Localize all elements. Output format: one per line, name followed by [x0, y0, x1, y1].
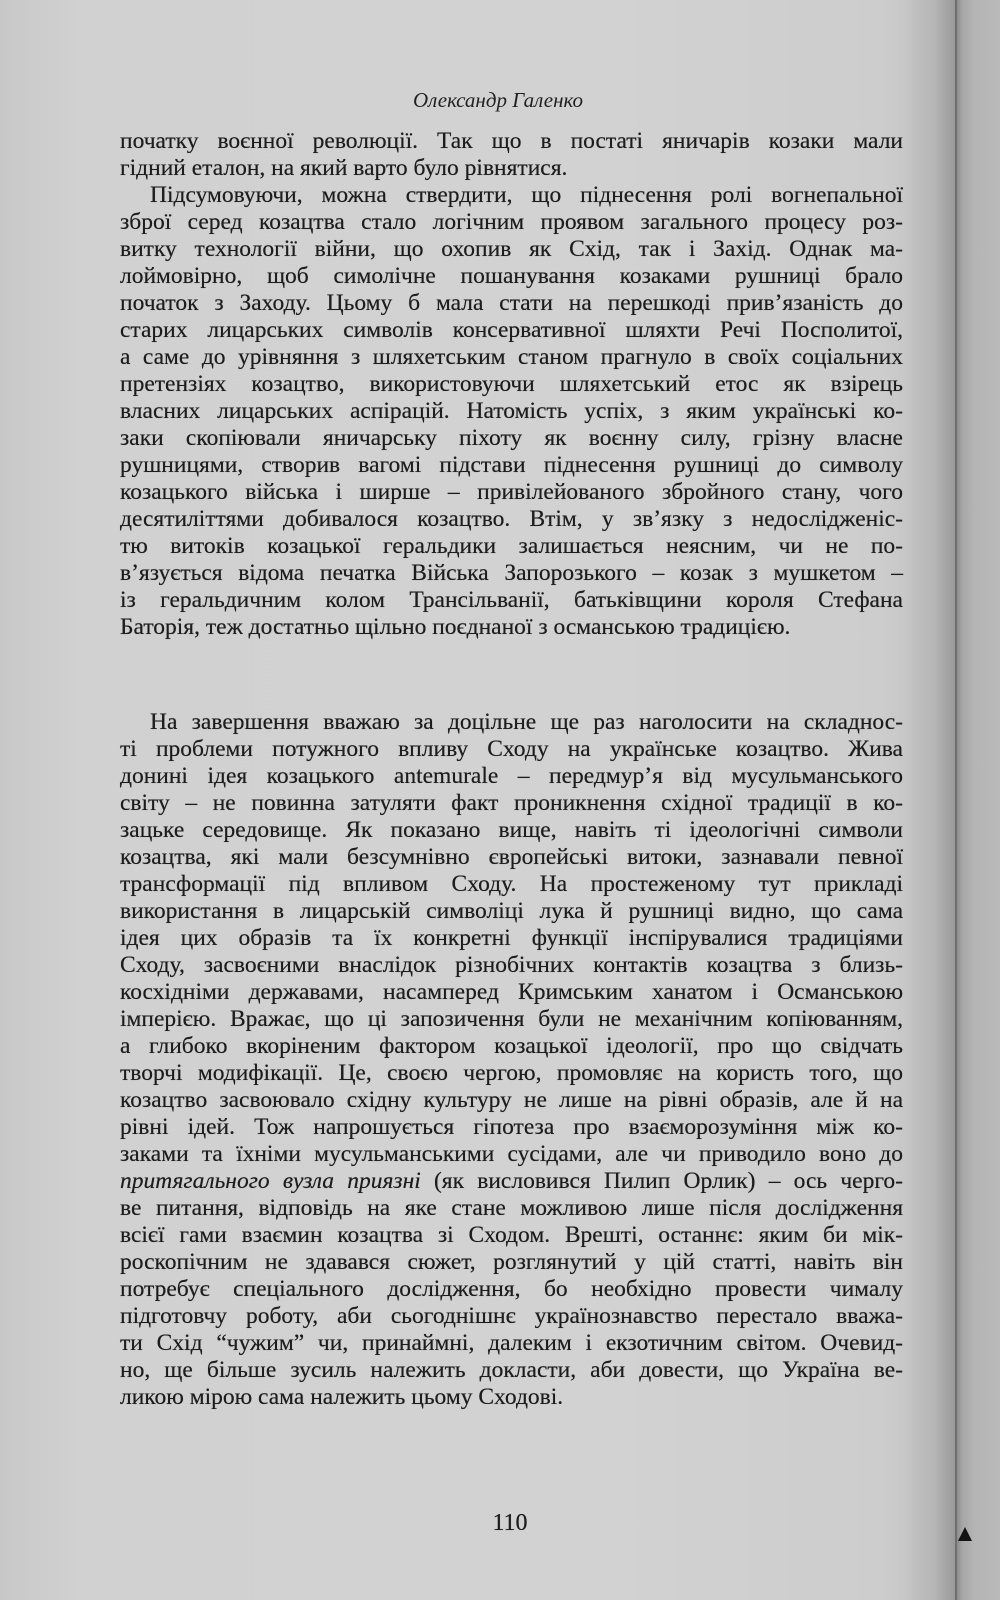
text-line: ти Схід “чужим” чи, принаймні, далеким і екзотичним світом. Очевид-: [120, 1330, 903, 1356]
text-line: а саме до урівняння з шляхетським станом прагнуло в своїх соціальних: [120, 344, 903, 370]
text-line: підготовчу роботу, аби сьогоднішнє українознавство перестало вважа-: [120, 1303, 903, 1329]
text-line: козацтво засвоювало східну культуру не лише на рівні образів, але й на: [120, 1087, 903, 1113]
text-line: в’язується відома печатка Війська Запорозького – козак з мушкетом –: [120, 560, 903, 586]
text-line: роскопічним не здавався сюжет, розглянутий у цій статті, навіть він: [120, 1249, 903, 1275]
text-line: ідея цих образів та їх конкретні функції інспірувалися традиціями: [120, 925, 903, 951]
text-line: десятиліттями добивалося козацтво. Втім, у зв’язку з недослідженіс-: [120, 506, 903, 532]
text-line: Підсумовуючи, можна ствердити, що піднесення ролі вогнепальної: [150, 182, 903, 208]
text-line: заки скопіювали яничарську піхоту як воєнну силу, грізну власне: [120, 425, 903, 451]
text-line: лоймовірно, щоб симолічне пошанування козаками рушниці брало: [120, 263, 903, 289]
text-line: ликою мірою сама належить цьому Сходові.: [120, 1384, 564, 1410]
text-line: старих лицарських символів консервативної шляхти Речі Посполитої,: [120, 317, 903, 343]
text-line: Баторія, теж достатньо щільно поєднаної з османською традицією.: [120, 614, 791, 640]
binding-shadow: [905, 0, 955, 1600]
text-line-rest: (як висловився Пилип Орлик) – ось черго-: [420, 1168, 903, 1194]
paragraph: [120, 709, 903, 1411]
running-header: Олександр Галенко: [412, 88, 584, 112]
text-line: ті проблеми потужного впливу Сходу на українське козацтво. Жива: [120, 736, 903, 762]
text-line: косхідніми державами, насамперед Кримським ханатом і Османською: [120, 979, 903, 1005]
text-line: трансформації під впливом Сходу. На простеженому тут прикладі: [120, 871, 903, 897]
text-line: світу – не повинна затуляти факт проникнення східної традиції в ко-: [120, 790, 903, 816]
text-line: власних лицарських аспірацій. Натомість успіх, з яким українські ко-: [120, 398, 903, 424]
text-line: Сходу, засвоєними внаслідок різнобічних контактів козацтва з близь-: [120, 952, 903, 978]
paragraph: [120, 128, 903, 182]
italic-quote: притягального вузла приязні: [120, 1168, 421, 1194]
text-line: тю витоків козацької геральдики залишається неясним, чи не по-: [120, 533, 903, 559]
text-line: зброї серед козацтва стало логічним проявом загального процесу роз-: [120, 209, 903, 235]
text-line: витку технології війни, що охопив як Схід, так і Захід. Однак ма-: [120, 236, 903, 262]
text-block-upper: [120, 128, 903, 641]
text-line: ве питання, відповідь на яке стане можливою лише після дослідження: [120, 1195, 903, 1221]
page-number: 110: [492, 1510, 528, 1536]
text-line: но, ще більше зусиль належить докласти, аби довести, що Україна ве-: [120, 1357, 903, 1383]
page-edge: [955, 0, 1000, 1600]
text-line: зацьке середовище. Як показано вище, навіть ті ідеологічні символи: [120, 817, 903, 843]
text-line: а глибоко вкоріненим фактором козацької ідеології, про що свідчать: [120, 1033, 903, 1059]
text-line: рівні ідей. Тож напрошується гіпотеза про взаєморозуміння між ко-: [120, 1114, 903, 1140]
edge-marker-icon: [958, 1527, 972, 1541]
text-line: гідний еталон, на який варто було рівнятися.: [120, 155, 568, 181]
text-line: рушницями, створив вагомі підстави піднесення рушниці до символу: [120, 452, 903, 478]
text-line: [120, 1168, 903, 1195]
text-line: козацького війська і ширше – привілейованого збройного стану, чого: [120, 479, 903, 505]
text-line: претензіях козацтво, використовуючи шляхетський етос як взірець: [120, 371, 903, 397]
text-line: козацтва, які мали безсумнівно європейські витоки, зазнавали певної: [120, 844, 903, 870]
text-line: творчі модифікації. Це, своєю чергою, промовляє на користь того, що: [120, 1060, 903, 1086]
text-line: потребує спеціального дослідження, бо необхідно провести чималу: [120, 1276, 903, 1302]
text-line: заками та їхніми мусульманськими сусідами, але чи приводило воно до: [120, 1141, 903, 1167]
text-line: імперією. Вражає, що ці запозичення були не механічним копіюванням,: [120, 1006, 903, 1032]
paragraph: [120, 182, 903, 641]
text-block-lower: [120, 709, 903, 1411]
text-line: із геральдичним колом Трансільванії, батьківщини короля Стефана: [120, 587, 903, 613]
text-line: початку воєнної революції. Так що в постаті яничарів козаки мали: [120, 128, 903, 154]
text-line: використання в лицарській символіці лука й рушниці видно, що сама: [120, 898, 903, 924]
text-line: донині ідея козацького antemurale – передмур’я від мусульманського: [120, 763, 903, 789]
text-line: всієї гами взаємин козацтва зі Сходом. Врешті, останнє: яким би мік-: [120, 1222, 903, 1248]
text-line: На завершення вважаю за доцільне ще раз наголосити на складнос-: [150, 709, 903, 735]
text-line: початок з Заходу. Цьому б мала стати на перешкоді прив’язаність до: [120, 290, 903, 316]
